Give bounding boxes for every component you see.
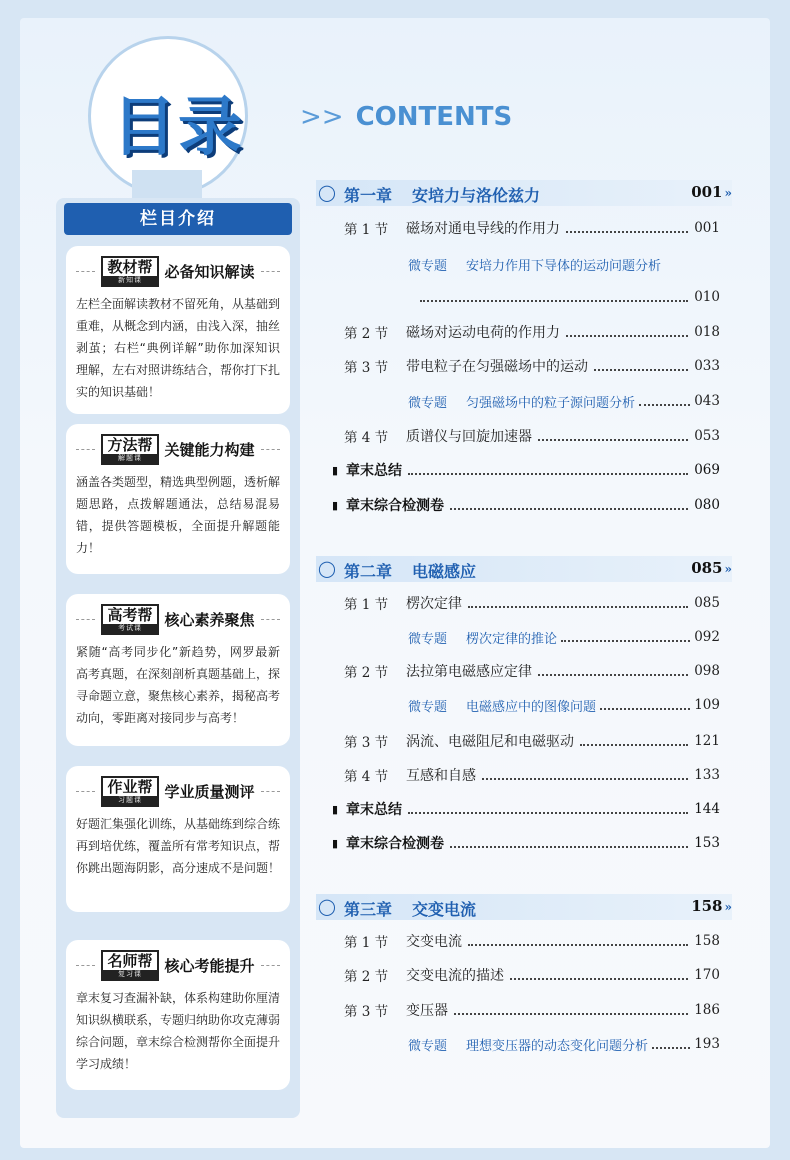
bulb-icon: ◯	[318, 897, 336, 916]
section-number: 第 2 节	[344, 969, 389, 985]
card-tag-label: 作业帮	[107, 778, 153, 796]
card-tag-label: 高考帮	[107, 606, 153, 624]
toc-entry[interactable]	[344, 730, 720, 752]
page-number: 109	[694, 697, 720, 713]
section-number: 第 1 节	[344, 222, 389, 238]
summary-title: 章末综合检测卷	[346, 498, 444, 514]
toc-entry[interactable]	[344, 355, 720, 377]
section-number: 第 2 节	[344, 665, 389, 681]
chevron-right-icon: »	[724, 562, 732, 576]
chapter-name: 交变电流	[412, 900, 477, 919]
chapter-page-number: 085	[691, 559, 723, 577]
toc-entry[interactable]	[344, 321, 720, 343]
toc-subentry[interactable]	[408, 390, 720, 412]
section-title: 磁场对运动电荷的作用力	[406, 325, 560, 341]
card-tag-sublabel: 新知课	[103, 276, 156, 285]
divider	[76, 965, 95, 966]
leader-dots	[580, 736, 688, 746]
chapter-name: 安培力与洛伦兹力	[412, 186, 541, 205]
section-title: 带电粒子在匀强磁场中的运动	[406, 359, 588, 375]
toc-summary[interactable]	[332, 798, 720, 820]
toc-entry[interactable]	[344, 217, 720, 239]
chapter-title	[344, 183, 540, 206]
section-number: 第 4 节	[344, 769, 389, 785]
page-number: 053	[694, 428, 720, 444]
card-tag-sublabel: 习题课	[103, 796, 156, 805]
subtopic-title: 安培力作用下导体的运动问题分析	[466, 258, 662, 274]
leader-dots	[538, 666, 688, 676]
card-tag-row	[76, 604, 280, 635]
leader-dots	[566, 223, 688, 233]
page-number: 170	[694, 967, 720, 983]
card-tag	[101, 604, 158, 635]
card-description: 紧随“高考同步化”新趋势，网罗最新高考真题，在深刻剖析真题基础上，探寻命题立意，聚焦核心素养，揭秘高考动向，零距离对接同步与高考！	[76, 645, 281, 725]
bulb-icon: ◯	[318, 559, 336, 578]
card-tag-label: 名师帮	[107, 952, 153, 970]
chapter-number: 第一章	[344, 186, 393, 205]
divider	[261, 965, 280, 966]
section-title: 交变电流的描述	[406, 968, 504, 984]
bullet-icon: ▮	[332, 463, 339, 477]
divider	[261, 271, 280, 272]
divider	[76, 619, 95, 620]
toc-entry[interactable]	[344, 930, 720, 952]
card-description: 好题汇集强化训练，从基础练到综合练再到培优练，覆盖所有常考知识点，帮你跳出题海阴影，高分速成不是问题！	[76, 817, 281, 875]
chapter-page-number: 001	[691, 183, 723, 201]
section-number: 第 1 节	[344, 935, 389, 951]
card-title: 学业质量测评	[164, 783, 255, 801]
bullet-icon: ▮	[332, 836, 339, 850]
section-number: 第 3 节	[344, 1004, 389, 1020]
section-number: 第 4 节	[344, 430, 389, 446]
chevron-right-icon: »	[724, 186, 732, 200]
toc-subentry[interactable]	[408, 694, 720, 716]
section-title: 涡流、电磁阻尼和电磁驱动	[406, 734, 574, 750]
toc-subentry[interactable]	[408, 1033, 720, 1055]
page-number: 186	[694, 1002, 720, 1018]
card-tag-sublabel: 考试课	[103, 624, 156, 633]
leader-dots	[454, 1005, 688, 1015]
subtopic-tag: 微专题	[408, 395, 448, 411]
section-title: 变压器	[406, 1003, 448, 1019]
toc-summary[interactable]	[332, 459, 720, 481]
chapter-page	[691, 897, 732, 915]
column-card	[66, 246, 290, 414]
toc-summary[interactable]	[332, 494, 720, 516]
subtopic-title: 匀强磁场中的粒子源问题分析	[466, 395, 636, 411]
chevron-right-icon: »	[724, 900, 732, 914]
card-tag-row	[76, 950, 280, 981]
leader-dots	[652, 1040, 690, 1049]
section-title: 互感和自感	[406, 768, 476, 784]
chapter-page-number: 158	[691, 897, 723, 915]
leader-dots	[561, 633, 690, 642]
column-card	[66, 940, 290, 1090]
leader-dots	[408, 804, 688, 814]
summary-title: 章末综合检测卷	[346, 836, 444, 852]
leader-dots	[639, 397, 690, 406]
leader-dots	[594, 361, 688, 371]
section-title: 法拉第电磁感应定律	[406, 664, 532, 680]
page-number: 043	[694, 393, 720, 409]
card-title: 必备知识解读	[164, 263, 255, 281]
leader-dots	[510, 970, 688, 980]
leader-dots	[600, 701, 690, 710]
section-title: 交变电流	[406, 934, 462, 950]
card-tag-row	[76, 256, 280, 287]
toc-entry[interactable]	[344, 999, 720, 1021]
toc-entry[interactable]	[344, 964, 720, 986]
divider	[261, 791, 280, 792]
chapter-name: 电磁感应	[412, 562, 477, 581]
toc-entry[interactable]	[344, 425, 720, 447]
divider	[261, 449, 280, 450]
section-number: 第 3 节	[344, 360, 389, 376]
leader-dots	[420, 292, 688, 302]
subtopic-tag: 微专题	[408, 699, 448, 715]
chapter-page	[691, 559, 732, 577]
card-title: 关键能力构建	[164, 441, 255, 459]
subtopic-tag: 微专题	[408, 631, 448, 647]
card-tag-sublabel: 解题课	[103, 454, 156, 463]
leader-dots	[408, 465, 688, 475]
chapter-heading[interactable]	[316, 556, 732, 582]
double-chevron-icon: >>	[300, 102, 344, 132]
page-number: 098	[694, 663, 720, 679]
page-number: 158	[694, 933, 720, 949]
column-card	[66, 424, 290, 574]
card-description: 章末复习查漏补缺，体系构建助你厘清知识纵横联系，专题归纳助你攻克薄弱综合问题，章末综合检测帮你全面提升学习成绩！	[76, 991, 281, 1071]
column-card	[66, 766, 290, 912]
leader-dots	[538, 431, 688, 441]
bullet-icon: ▮	[332, 498, 339, 512]
toc-entry[interactable]	[344, 592, 720, 614]
card-tag	[101, 950, 158, 981]
card-tag-row	[76, 434, 280, 465]
subtopic-title: 楞次定律的推论	[466, 631, 558, 647]
page-subtitle	[300, 102, 512, 132]
card-tag-label: 方法帮	[107, 436, 153, 454]
toc-entry[interactable]	[344, 764, 720, 786]
page-number: 193	[694, 1036, 720, 1052]
leader-dots	[566, 327, 688, 337]
sidebar-title: 栏目介绍	[64, 203, 292, 235]
section-number: 第 3 节	[344, 735, 389, 751]
divider	[76, 449, 95, 450]
leader-dots	[450, 500, 688, 510]
contents-label: CONTENTS	[355, 102, 513, 132]
page-number: 033	[694, 358, 720, 374]
chapter-number: 第三章	[344, 900, 393, 919]
page-number: 001	[694, 220, 720, 236]
divider	[261, 619, 280, 620]
toc-subentry[interactable]	[408, 253, 720, 275]
card-description: 左栏全面解读教材不留死角，从基础到重难，从概念到内涵，由浅入深，抽丝剥茧；右栏“典例详解”助你加深知识理解，左右对照讲练结合，帮你打下扎实的知识基础！	[76, 297, 281, 399]
subtopic-tag: 微专题	[408, 1038, 448, 1054]
divider	[76, 791, 95, 792]
subtopic-title: 电磁感应中的图像问题	[466, 699, 597, 715]
chapter-heading[interactable]	[316, 180, 732, 206]
subtopic-tag: 微专题	[408, 258, 448, 274]
section-number: 第 2 节	[344, 326, 389, 342]
card-description: 涵盖各类题型，精选典型例题，透析解题思路，点拨解题通法，总结易混易错，提供答题模板，全面提升解题能力！	[76, 475, 281, 555]
divider	[76, 271, 95, 272]
page-number: 080	[694, 497, 720, 513]
page-number: 085	[694, 595, 720, 611]
chapter-page	[691, 183, 732, 201]
toc-subentry-leader[interactable]	[420, 286, 720, 308]
column-card	[66, 594, 290, 746]
card-tag-row	[76, 776, 280, 807]
leader-dots	[482, 770, 688, 780]
page-number: 153	[694, 835, 720, 851]
summary-title: 章末总结	[346, 463, 402, 479]
section-title: 磁场对通电导线的作用力	[406, 221, 560, 237]
chapter-number: 第二章	[344, 562, 393, 581]
bulb-icon: ◯	[318, 183, 336, 202]
page-number: 133	[694, 767, 720, 783]
summary-title: 章末总结	[346, 802, 402, 818]
card-tag	[101, 776, 158, 807]
subtopic-title: 理想变压器的动态变化问题分析	[466, 1038, 649, 1054]
chapter-title	[344, 897, 476, 920]
page-number: 018	[694, 324, 720, 340]
card-title: 核心考能提升	[164, 957, 255, 975]
toc-subentry[interactable]	[408, 626, 720, 648]
chapter-heading[interactable]	[316, 894, 732, 920]
page-number: 144	[694, 801, 720, 817]
page-number: 069	[694, 462, 720, 478]
bullet-icon: ▮	[332, 802, 339, 816]
page-number: 121	[694, 733, 720, 749]
leader-dots	[468, 598, 688, 608]
section-title: 质谱仪与回旋加速器	[406, 429, 532, 445]
page-number: 010	[694, 289, 720, 305]
page-number: 092	[694, 629, 720, 645]
card-tag-sublabel: 复习课	[103, 970, 156, 979]
card-tag-label: 教材帮	[107, 258, 153, 276]
card-title: 核心素养聚焦	[164, 611, 255, 629]
section-title: 楞次定律	[406, 596, 462, 612]
leader-dots	[468, 936, 688, 946]
card-tag	[101, 256, 158, 287]
chapter-title	[344, 559, 476, 582]
section-number: 第 1 节	[344, 597, 389, 613]
card-tag	[101, 434, 158, 465]
toc-summary[interactable]	[332, 832, 720, 854]
leader-dots	[450, 838, 688, 848]
page-title: 目录	[112, 91, 244, 165]
toc-entry[interactable]	[344, 660, 720, 682]
